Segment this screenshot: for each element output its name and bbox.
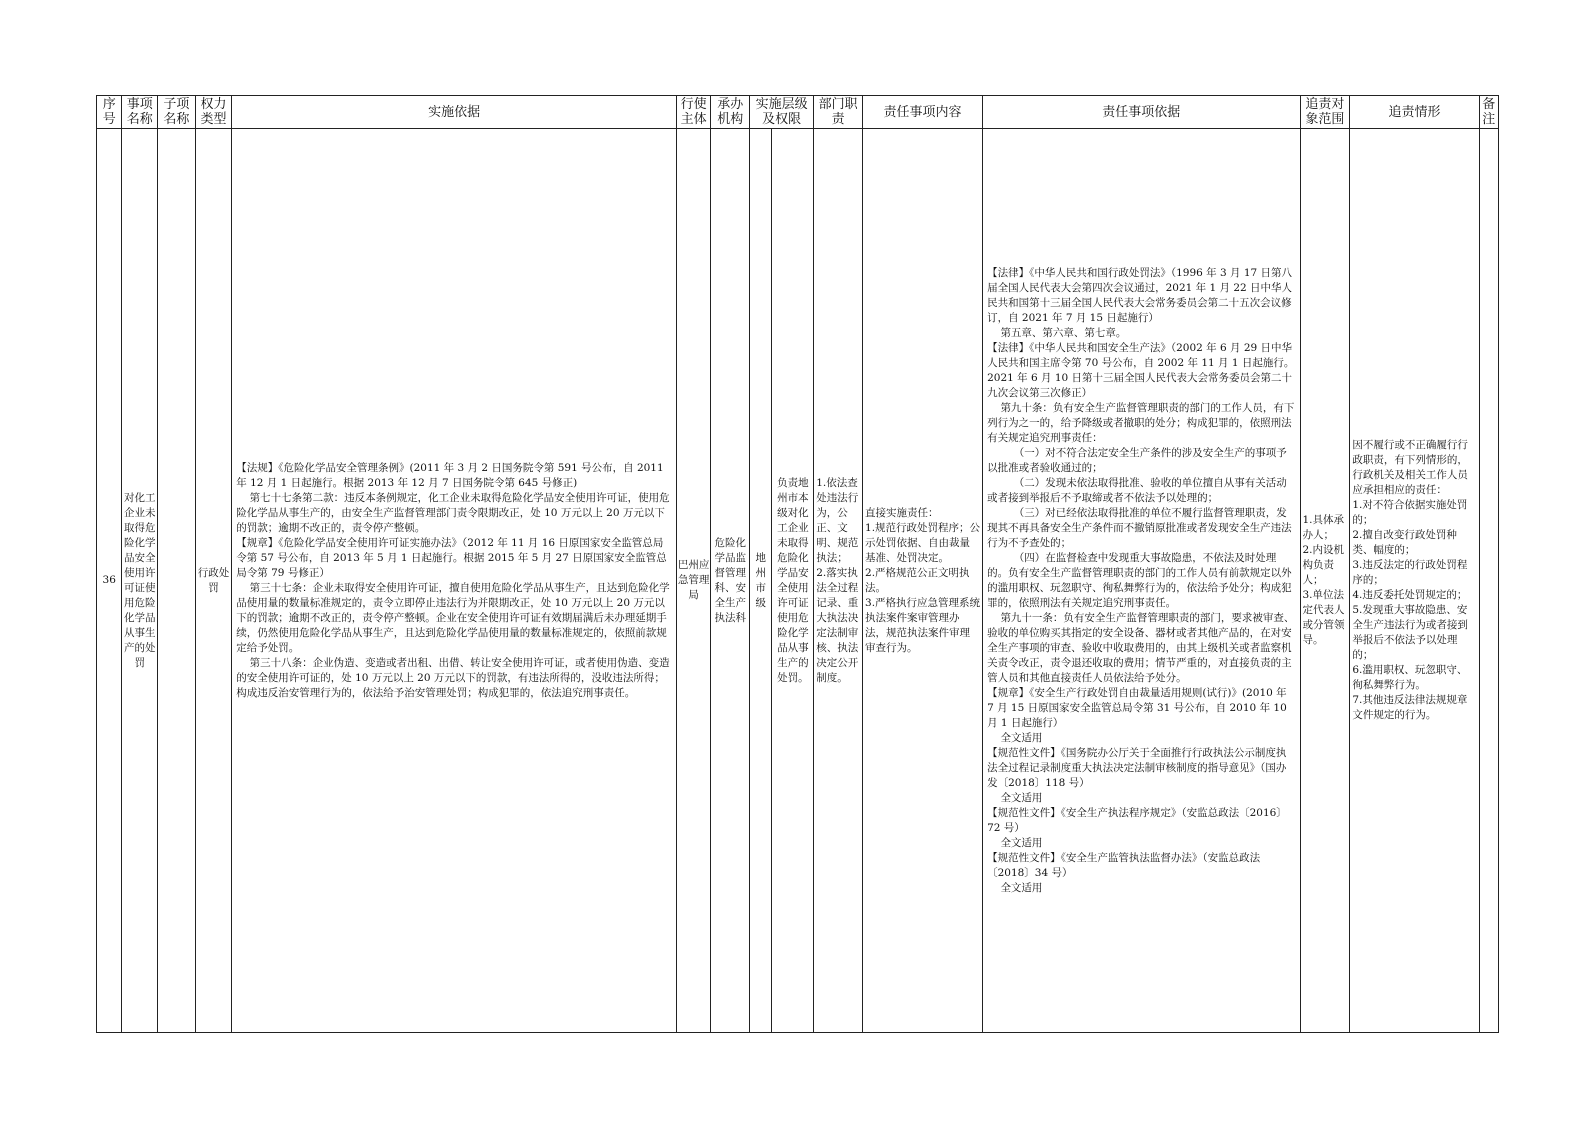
header-subject: 行使主体 [676, 96, 711, 129]
cell-sub-item-name [158, 129, 196, 1033]
cell-remark [1479, 129, 1498, 1033]
header-scope: 追责对象范围 [1300, 96, 1350, 129]
header-item-name: 事项名称 [122, 96, 158, 129]
cell-resp-content: 直接实施责任： 1.规范行政处罚程序；公示处罚依据、自由裁量基准、处罚决定。 2.严格规范公正文明执法。 3.严格执行应急管理系统执法案件案审管理办法，规范执法案件审理审查行为。 [863, 129, 983, 1033]
cell-situation: 因不履行或不正确履行行政职责，有下列情形的，行政机关及相关工作人员应承担相应的责任： 1.对不符合依据实施处罚的； 2.擅自改变行政处罚种类、幅度的； 3.违反法定的行政处罚程序的； 4.违反委托处罚规定的； 5.发现重大事故隐患、安全生产违法行为或者接到举报后不依法予以处理的； 6.滥用职权、玩忽职守、徇私舞弊行为。 7.其他违反法律法规规章文件规定的行为。 [1350, 129, 1479, 1033]
header-resp-basis: 责任事项依据 [983, 96, 1300, 129]
header-duty: 部门职责 [814, 96, 863, 129]
header-remark: 备注 [1479, 96, 1498, 129]
cell-agency: 危险化学品监督管理科、安全生产执法科 [711, 129, 750, 1033]
power-list-table [96, 95, 1499, 1033]
header-basis: 实施依据 [232, 96, 677, 129]
cell-level-scope: 地州市级 [750, 129, 772, 1033]
header-agency: 承办机构 [711, 96, 750, 129]
cell-duty: 1.依法查处违法行为，公正、文明、规范执法； 2.落实执法全过程记录、重大执法决定法制审核、执法决定公开制度。 [814, 129, 863, 1033]
cell-item-name: 对化工企业未取得危险化学品安全使用许可证使用危险化学品从事生产的处罚 [122, 129, 158, 1033]
cell-level-authority: 负责地州市本级对化工企业未取得危险化学品安全使用许可证使用危险化学品从事生产的处罚。 [772, 129, 814, 1033]
header-resp-content: 责任事项内容 [863, 96, 983, 129]
cell-scope: 1.具体承办人； 2.内设机构负责人； 3.单位法定代表人或分管领导。 [1300, 129, 1350, 1033]
header-level: 实施层级及权限 [750, 96, 814, 129]
cell-basis: 【法规】《危险化学品安全管理条例》(2011 年 3 月 2 日国务院令第 591 号公布，自 2011 年 12 月 1 日起施行。根据 2013 年 12 月 7 日国务院令第 645 号修正) 第七十七条第二款：违反本条例规定，化工企业未取得危险化学品安全使用许可证，使用危险化学品从事生产的，由安全生产监督管理部门责令限期改正，处 10 万元以上 20 万元以下的罚款；逾期不改正的，责令停产整顿。 【规章】《危险化学品安全使用许可证实施办法》（2012 年 11 月 16 日原国家安全监管总局令第 57 号公布，自 2013 年 5 月 1 日起施行。根据 2015 年 5 月 27 日原国家安全监管总局令第 79 号修正） 第三十七条：企业未取得安全使用许可证，擅自使用危险化学品从事生产，且达到危险化学品使用量的数量标准规定的，责令立即停止违法行为并限期改正，处 10 万元以上 20 万元以下的罚款；逾期不改正的，责令停产整顿。企业在安全使用许可证有效期届满后未办理延期手续，仍然使用危险化学品从事生产，且达到危险化学品使用量的数量标准规定的，依照前款规定给予处罚。 第三十八条：企业伪造、变造或者出租、出借、转让安全使用许可证，或者使用伪造、变造的安全使用许可证的，处 10 万元以上 20 万元以下的罚款，有违法所得的，没收违法所得；构成违反治安管理行为的，依法给予治安管理处罚；构成犯罪的，依法追究刑事责任。 [232, 129, 677, 1033]
header-power-type: 权力类型 [195, 96, 232, 129]
cell-resp-basis: 【法律】《中华人民共和国行政处罚法》（1996 年 3 月 17 日第八届全国人民代表大会第四次会议通过，2021 年 1 月 22 日中华人民共和国第十三届全国人民代表大会常务委员会第二十五次会议修订，自 2021 年 7 月 15 日起施行） 第五章、第六章、第七章。 【法律】《中华人民共和国安全生产法》（2002 年 6 月 29 日中华人民共和国主席令第 70 号公布，自 2002 年 11 月 1 日起施行。2021 年 6 月 10 日第十三届全国人民代表大会常务委员会第二十九次会议第三次修正） 第九十条：负有安全生产监督管理职责的部门的工作人员，有下列行为之一的，给予降级或者撤职的处分；构成犯罪的，依照刑法有关规定追究刑事责任： （一）对不符合法定安全生产条件的涉及安全生产的事项予以批准或者验收通过的； （二）发现未依法取得批准、验收的单位擅自从事有关活动或者接到举报后不予取缔或者不依法予以处理的； （三）对已经依法取得批准的单位不履行监督管理职责，发现其不再具备安全生产条件而不撤销原批准或者发现安全生产违法行为不予查处的； （四）在监督检查中发现重大事故隐患，不依法及时处理的。负有安全生产监督管理职责的部门的工作人员有前款规定以外的滥用职权、玩忽职守、徇私舞弊行为的，依法给予处分；构成犯罪的，依照刑法有关规定追究刑事责任。 第九十一条：负有安全生产监督管理职责的部门，要求被审查、验收的单位购买其指定的安全设备、器材或者其他产品的，在对安全生产事项的审查、验收中收取费用的，由其上级机关或者监察机关责令改正，责令退还收取的费用；情节严重的，对直接负责的主管人员和其他直接责任人员依法给予处分。 【规章】《安全生产行政处罚自由裁量适用规则(试行)》(2010 年 7 月 15 日原国家安全监管总局令第 31 号公布，自 2010 年 10 月 1 日起施行） 全文适用 【规范性文件】《国务院办公厅关于全面推行行政执法公示制度执法全过程记录制度重大执法决定法制审核制度的指导意见》（国办发〔2018〕118 号） 全文适用 【规范性文件】《安全生产执法程序规定》（安监总政法〔2016〕72 号） 全文适用 【规范性文件】《安全生产监管执法监督办法》（安监总政法〔2018〕34 号） 全文适用 [983, 129, 1300, 1033]
header-sub-item-name: 子项名称 [158, 96, 196, 129]
header-row [97, 96, 1499, 129]
cell-seq: 36 [97, 129, 122, 1033]
cell-subject: 巴州应急管理局 [676, 129, 711, 1033]
header-seq: 序号 [97, 96, 122, 129]
table-row [97, 129, 1499, 1033]
header-situation: 追责情形 [1350, 96, 1479, 129]
cell-power-type: 行政处罚 [195, 129, 232, 1033]
